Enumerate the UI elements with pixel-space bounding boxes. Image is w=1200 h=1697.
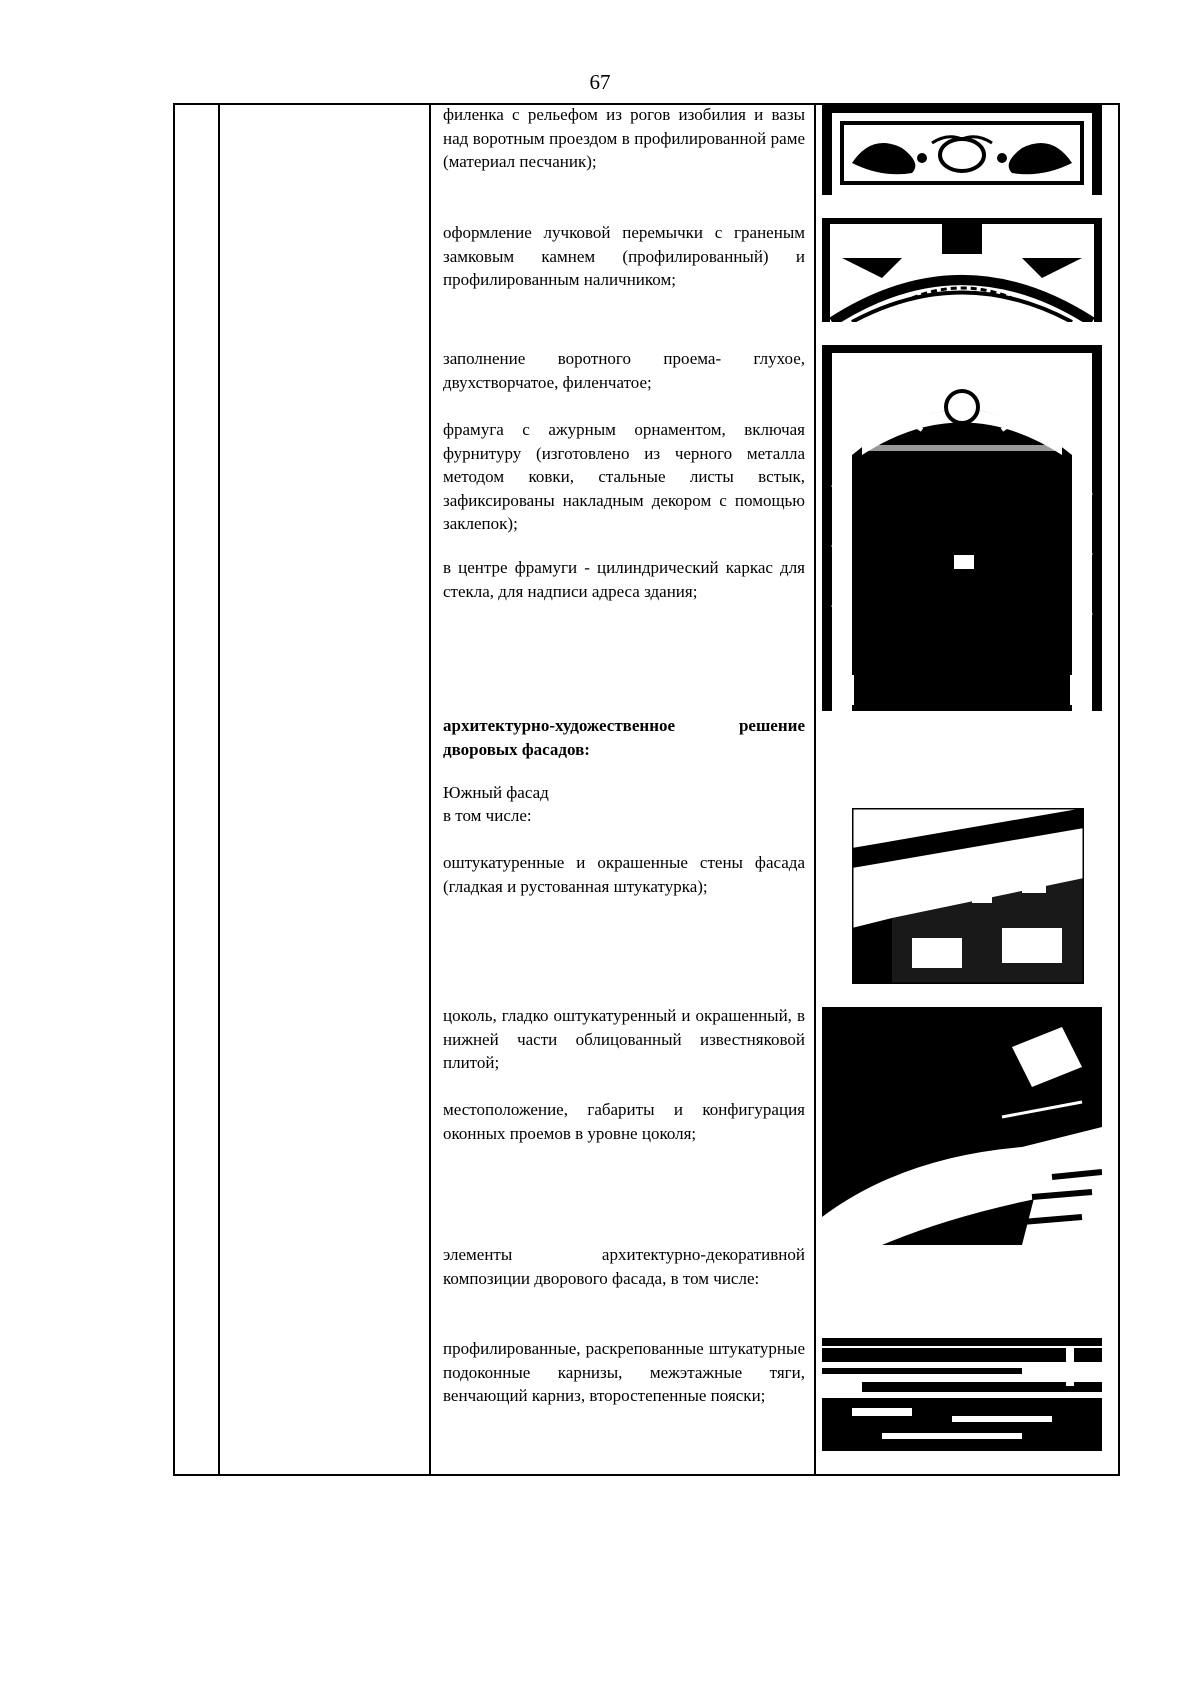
item-gate-infill: заполнение воротного проема- глухое, двухстворчатое, филенчатое; bbox=[443, 349, 805, 392]
item-lintel: оформление лучковой перемычки с граненым замковым камнем (профилированный) и профилированным наличником; bbox=[443, 223, 805, 289]
south-facade-title: Южный фасад bbox=[443, 783, 549, 802]
table-column-divider bbox=[814, 105, 816, 1474]
item-transom-center: в центре фрамуги - цилиндрический каркас для стекла, для надписи адреса здания; bbox=[443, 558, 805, 601]
photo-south-facade bbox=[852, 808, 1084, 984]
photo-cornices bbox=[822, 1338, 1102, 1451]
table-column-divider bbox=[429, 105, 431, 1474]
photo-gate bbox=[822, 345, 1102, 711]
photo-relief-panel bbox=[822, 103, 1102, 195]
item-plinth: цоколь, гладко оштукатуренный и окрашенный, в нижней части облицованный известняковой плитой; bbox=[443, 1006, 805, 1072]
south-facade-subtitle: в том числе: bbox=[443, 806, 532, 825]
photo-lintel bbox=[822, 218, 1102, 322]
table-column-divider bbox=[218, 105, 220, 1474]
photo-plinth bbox=[822, 1007, 1102, 1245]
item-cornices: профилированные, раскрепованные штукатурные подоконные карнизы, межэтажные тяги, венчающий карниз, второстепенные пояски; bbox=[443, 1339, 805, 1405]
item-transom: фрамуга с ажурным орнаментом, включая фурнитуру (изготовлено из черного металла методом ковки, стальные листы встык, зафиксированы накладным декором с помощью заклепок); bbox=[443, 420, 805, 533]
item-decor-elements: элементы архитектурно-декоративной композиции дворового фасада, в том числе: bbox=[443, 1245, 805, 1288]
page-number: 67 bbox=[589, 70, 611, 94]
item-plastered-walls: оштукатуренные и окрашенные стены фасада (гладкая и рустованная штукатурка); bbox=[443, 853, 805, 896]
item-window-openings: местоположение, габариты и конфигурация оконных проемов в уровне цоколя; bbox=[443, 1100, 805, 1143]
item-relief-panel: филенка с рельефом из рогов изобилия и вазы над воротным проездом в профилированной раме (материал песчаник); bbox=[443, 105, 805, 171]
section-heading: архитектурно-художественное решение дворовых фасадов: bbox=[443, 716, 805, 759]
